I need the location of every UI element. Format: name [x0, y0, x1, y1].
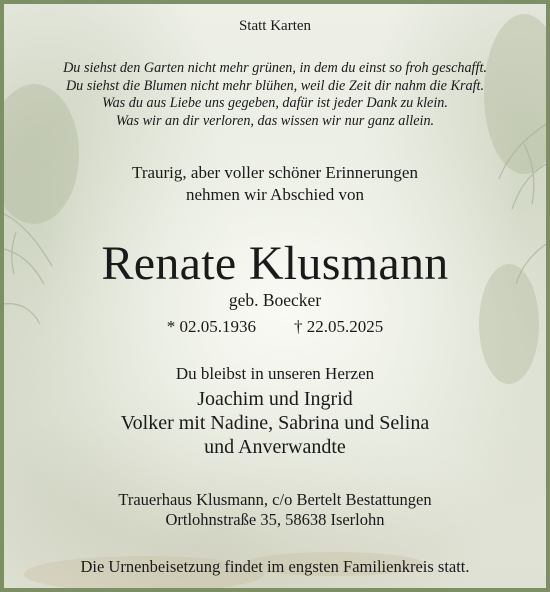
poem [4, 60, 546, 130]
burial-note: Die Urnenbeisetzung findet im engsten Familienkreis statt. [80, 557, 470, 576]
poem-line: Was wir an dir verloren, das wissen wir nur ganz allein. [115, 112, 435, 129]
mourner-line: und Anverwandte [204, 436, 346, 458]
poem-line: Du siehst den Garten nicht mehr grünen, in dem du einst so froh geschafft. [63, 60, 487, 76]
funeral-home-address [4, 490, 546, 530]
poem-line: Was du aus Liebe uns gegeben, dafür ist jeder Dank zu klein. [102, 95, 448, 111]
mourner-line: Volker mit Nadine, Sabrina und Selina [120, 412, 430, 434]
death-date: † 22.05.2025 [294, 317, 384, 336]
birth-date: * 02.05.1936 [166, 317, 256, 336]
address-line: Ortlohnstraße 35, 58638 Iserlohn [165, 510, 385, 529]
mourners-list [4, 387, 546, 459]
intro-line: nehmen wir Abschied von [186, 185, 364, 204]
address-line: Trauerhaus Klusmann, c/o Bertelt Bestattungen [118, 490, 432, 509]
maiden-name: geb. Boecker [228, 290, 322, 310]
intro-line: Traurig, aber voller schöner Erinnerungen [132, 163, 418, 182]
mourner-line: Joachim und Ingrid [197, 388, 353, 410]
notice-heading: Statt Karten [238, 18, 312, 34]
life-dates [4, 317, 546, 337]
mourners-lead: Du bleibst in unseren Herzen [175, 364, 375, 383]
intro-text [4, 162, 546, 206]
poem-line: Du siehst die Blumen nicht mehr blühen, weil die Zeit dir nahm die Kraft. [65, 77, 485, 94]
deceased-name: Renate Klusmann [101, 237, 449, 290]
